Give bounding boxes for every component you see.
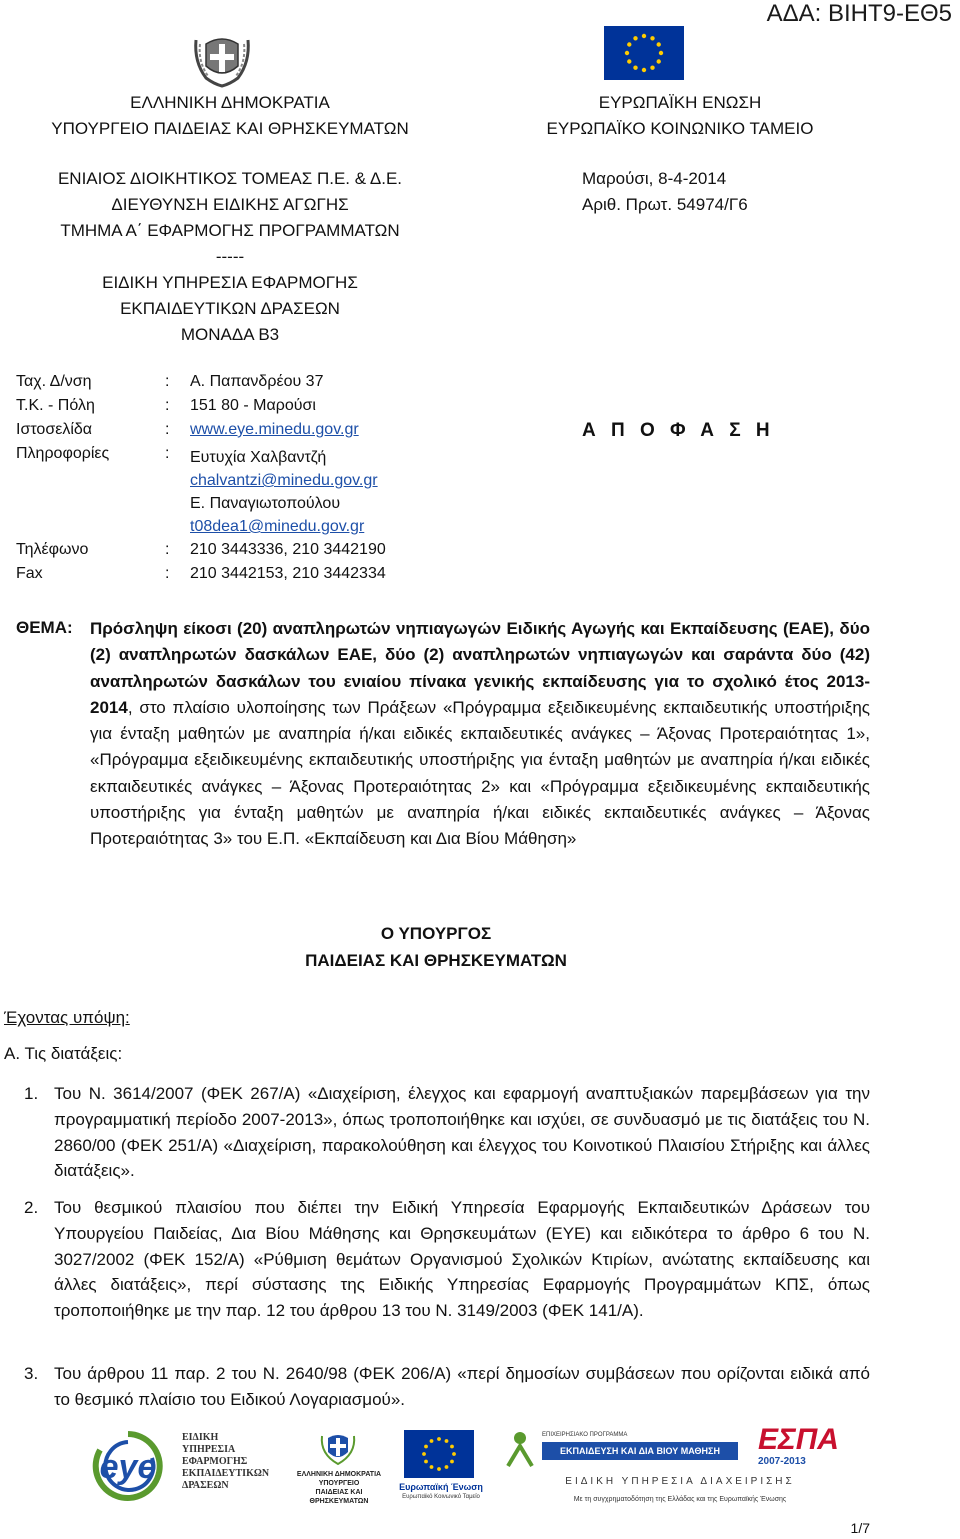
- eu-star: [625, 51, 629, 55]
- eu-star: [642, 68, 646, 72]
- header-divider: -----: [215, 247, 245, 266]
- eu-star: [437, 1467, 441, 1471]
- header-service: ΕΙΔΙΚΗ ΥΠΗΡΕΣΙΑ ΕΦΑΡΜΟΓΗΣ: [102, 273, 358, 292]
- eu-star: [659, 51, 663, 55]
- contact1-name: Ευτυχία Χαλβαντζή: [190, 449, 327, 466]
- eu-star: [430, 1465, 434, 1469]
- gr-text-line: ΘΡΗΣΚΕΥΜΑΤΩΝ: [309, 1498, 369, 1505]
- contact-list: [190, 446, 378, 538]
- header-eu-union: ΕΥΡΩΠΑΪΚΗ ΕΝΩΣΗ: [598, 93, 762, 112]
- subject-rest: , στο πλαίσιο υλοποίησης των Πράξεων «Πρόγραμμα εξειδικευμένης εκπαιδευτικής υποστήριξης για ένταξη μαθητών με αναπηρία ή/και ειδικές εκπαιδευτικές ανάγκες – Άξονας Προτεραιότητας 1», «Πρόγραμμα εξειδικευμένης εκπαιδευτικής υποστήριξης για ένταξη μαθητών με αναπηρία ή/και ειδικές εκπαιδευτικές ανάγκες – Άξονας Προτεραιότητας 2» και «Πρόγραμμα εξειδικευμένης εκπαιδευτικής υποστήριξης για ένταξη μαθητών με αναπηρία ή/και ειδικές εκπαιδευτικές ανάγκες – Άξονας Προτεραιότητας 3» του Ε.Π. «Εκπαίδευση και Δια Βίου Μάθηση»: [90, 697, 870, 849]
- eu-star: [424, 1460, 428, 1464]
- eu-star: [445, 1439, 449, 1443]
- address-label: Ταχ. Δ/νση: [16, 373, 92, 390]
- fax-label: Fax: [16, 565, 43, 582]
- item-text: Του θεσμικού πλαισίου που διέπει την Ειδική Υπηρεσία Εφαρμογής Εκπαιδευτικών Δράσεων του Υπουργείου Παιδείας, Δια Βίου Μάθησης και Θρησκευμάτων (ΕΥΕ) και ειδικότερα το άρθρο 6 του Ν. 3027/2002 (ΦΕΚ 152/Α) «Ρύθμιση θεμάτων Οργανισμού Σχολικών Κτιρίων, ανώτατης εκπαίδευσης και άλλες διατάξεις», περί σύστασης της Ειδικής Υπηρεσίας Εφαρμογής Προγραμμάτων ΚΠΣ, όπως τροποποιήθηκε με την παρ. 12 του άρθρου 13 του Ν. 3149/2003 (ΦΕΚ 141/Α).: [54, 1198, 870, 1321]
- address-value: Α. Παπανδρέου 37: [190, 373, 324, 390]
- eu-star: [627, 42, 631, 46]
- espa-logo: [758, 1424, 848, 1468]
- espa-text: ΕΣΠΑ: [758, 1423, 839, 1456]
- eu-star: [650, 66, 654, 70]
- minister-heading: [0, 920, 872, 974]
- contact2-email-link[interactable]: t08dea1@minedu.gov.gr: [190, 518, 365, 535]
- header-service-sub: ΕΚΠΑΙΔΕΥΤΙΚΩΝ ΔΡΑΣΕΩΝ: [120, 299, 340, 318]
- header-unit: ΜΟΝΑΔΑ Β3: [180, 325, 280, 344]
- item-number: 1.: [24, 1084, 39, 1103]
- eu-flag-small-icon: [404, 1430, 474, 1478]
- subject-label: ΘΕΜΑ:: [16, 618, 73, 637]
- minister-title: Ο ΥΠΟΥΡΓΟΣ: [380, 924, 492, 943]
- eu-sub-text: Ευρωπαϊκό Κοινωνικό Ταμείο: [402, 1494, 480, 1500]
- ada-code: ΑΔΑ: ΒΙΗΤ9-ΕΘ5: [766, 0, 952, 27]
- decision-title: Α Π Ο Φ Α Σ Η: [582, 420, 775, 441]
- greek-coat-of-arms-icon: [192, 26, 252, 88]
- eu-star: [437, 1437, 441, 1441]
- edu-banner: ΕΚΠΑΙΔΕΥΣΗ ΚΑΙ ΔΙΑ ΒΙΟΥ ΜΑΘΗΣΗ: [542, 1442, 738, 1460]
- subject-text: [90, 616, 870, 853]
- eye-text-line: ΕΦΑΡΜΟΓΗΣ: [182, 1456, 248, 1467]
- eu-star: [633, 66, 637, 70]
- eu-star: [657, 42, 661, 46]
- eye-logo: [88, 1428, 168, 1506]
- phone-label: Τηλέφωνο: [16, 541, 89, 558]
- eye-text-line: ΔΡΑΣΕΩΝ: [182, 1480, 229, 1491]
- separator: :: [165, 445, 170, 462]
- eu-star: [422, 1452, 426, 1456]
- header-sector: ΕΝΙΑΙΟΣ ΔΙΟΙΚΗΤΙΚΟΣ ΤΟΜΕΑΣ Π.Ε. & Δ.Ε.: [57, 169, 403, 188]
- managing-authority: ΕΙΔΙΚΗ ΥΠΗΡΕΣΙΑ ΔΙΑΧΕΙΡΙΣΗΣ: [565, 1476, 795, 1487]
- contact2-name: Ε. Παναγιωτοπούλου: [190, 495, 341, 512]
- header-republic: ΕΛΛΗΝΙΚΗ ΔΗΜΟΚΡΑΤΙΑ: [130, 93, 330, 112]
- minister-ministry: ΠΑΙΔΕΙΑΣ ΚΑΙ ΘΡΗΣΚΕΥΜΑΤΩΝ: [305, 951, 567, 970]
- espa-years: 2007-2013: [758, 1456, 806, 1467]
- gr-text-line: ΥΠΟΥΡΓΕΙΟ: [318, 1480, 360, 1487]
- eye-text-line: ΥΠΗΡΕΣΙΑ: [182, 1444, 236, 1455]
- page-number: 1/7: [850, 1520, 870, 1536]
- contact1-email-link[interactable]: chalvantzi@minedu.gov.gr: [190, 472, 378, 489]
- eu-star: [633, 36, 637, 40]
- header-directorate: ΔΙΕΥΘΥΝΣΗ ΕΙΔΙΚΗΣ ΑΓΩΓΗΣ: [111, 195, 349, 214]
- eu-star: [642, 34, 646, 38]
- considering-heading: Έχοντας υπόψη:: [4, 1008, 130, 1027]
- header-eu: [520, 90, 840, 142]
- eye-logo-text: eye: [99, 1448, 157, 1486]
- list-item: [24, 1081, 870, 1184]
- separator: :: [165, 565, 170, 582]
- eu-star: [450, 1460, 454, 1464]
- eu-star: [452, 1452, 456, 1456]
- item-number: 3.: [24, 1364, 39, 1383]
- header-section: ΤΜΗΜΑ Α΄ ΕΦΑΡΜΟΓΗΣ ΠΡΟΓΡΑΜΜΑΤΩΝ: [60, 221, 400, 240]
- item-text: Του Ν. 3614/2007 (ΦΕΚ 267/Α) «Διαχείριση, έλεγχος και εφαρμογή αναπτυξιακών παρεμβάσεων για την προγραμματική περίοδο 2007-2013», όπως τροποποιήθηκε και ισχύει, σε συνδυασμό με τις διατάξεις του Ν. 2860/00 (ΦΕΚ 251/Α) «Διαχείριση, παρακολούθηση και έλεγχος του Κοινοτικού Πλαισίου Στήριξης και άλλες διατάξεις».: [54, 1084, 870, 1181]
- header-department: [20, 166, 440, 348]
- header-ministry-name: ΥΠΟΥΡΓΕΙΟ ΠΑΙΔΕΙΑΣ ΚΑΙ ΘΡΗΣΚΕΥΜΑΤΩΝ: [51, 119, 409, 138]
- eye-text: [182, 1432, 269, 1492]
- item-text: Του άρθρου 11 παρ. 2 του Ν. 2640/98 (ΦΕΚ 206/Α) «περί δημοσίων συμβάσεων που ορίζονται ειδικά από το θεσμικό πλαίσιο του Ειδικού Λογαριασμού».: [54, 1364, 870, 1409]
- footer-slogan: Με τη συγχρηματοδότηση της Ελλάδας και της Ευρωπαϊκής Ένωσης: [573, 1496, 787, 1503]
- phone-value: 210 3443336, 210 3442190: [190, 541, 386, 558]
- info-label: Πληροφορίες: [16, 445, 110, 462]
- gr-text-line: ΠΑΙΔΕΙΑΣ ΚΑΙ: [315, 1489, 363, 1496]
- header-eu-fund: ΕΥΡΩΠΑΪΚΟ ΚΟΙΝΩΝΙΚΟ ΤΑΜΕΙΟ: [546, 119, 814, 138]
- eu-star: [450, 1445, 454, 1449]
- fax-value: 210 3442153, 210 3442334: [190, 565, 386, 582]
- edu-programme-logo: [500, 1430, 740, 1468]
- contact-info: [0, 370, 520, 590]
- eu-flag-icon: [604, 26, 684, 80]
- eu-text: Ευρωπαϊκή Ένωση: [399, 1482, 483, 1492]
- protocol-number: Αριθ. Πρωτ. 54974/Γ6: [582, 195, 748, 214]
- eu-star: [430, 1439, 434, 1443]
- separator: :: [165, 373, 170, 390]
- separator: :: [165, 421, 170, 438]
- document-date: Μαρούσι, 8-4-2014: [582, 169, 727, 188]
- greek-emblem-small-icon: [318, 1428, 358, 1468]
- document-meta: [582, 166, 748, 218]
- eu-star: [445, 1465, 449, 1469]
- eu-star: [627, 59, 631, 63]
- eye-text-line: ΕΚΠΑΙΔΕΥΤΙΚΩΝ: [182, 1468, 270, 1479]
- section-a-heading: Α. Τις διατάξεις:: [4, 1044, 123, 1063]
- item-number: 2.: [24, 1198, 39, 1217]
- list-item: [24, 1195, 870, 1324]
- eu-star: [650, 36, 654, 40]
- edu-sub: ΕΠΙΧΕΙΡΗΣΙΑΚΟ ΠΡΟΓΡΑΜΜΑ: [542, 1432, 628, 1438]
- site-link[interactable]: www.eye.minedu.gov.gr: [190, 421, 359, 438]
- gr-text-line: ΕΛΛΗΝΙΚΗ ΔΗΜΟΚΡΑΤΙΑ: [296, 1471, 382, 1478]
- greek-republic-text: [284, 1470, 394, 1506]
- edu-figure-icon: [500, 1430, 540, 1468]
- separator: :: [165, 541, 170, 558]
- subject-bold: Πρόσληψη είκοσι (20) αναπληρωτών νηπιαγωγών Ειδικής Αγωγής και Εκπαίδευσης (ΕΑΕ), δύο (2) αναπληρωτών δασκάλων ΕΑΕ, δύο (2) αναπληρωτών νηπιαγωγών και σαράντα δύο (42) αναπληρωτών δασκάλων του ενιαίου πίνακα γενικής εκπαίδευσης για το σχολικό έτος 2013-2014: [90, 619, 870, 717]
- city-label: Τ.Κ. - Πόλη: [16, 397, 95, 414]
- eu-star: [424, 1445, 428, 1449]
- city-value: 151 80 - Μαρούσι: [190, 397, 316, 414]
- footer-logos: [0, 1410, 960, 1510]
- separator: :: [165, 397, 170, 414]
- header-ministry: [20, 90, 440, 142]
- eu-star: [657, 59, 661, 63]
- site-label: Ιστοσελίδα: [16, 421, 93, 438]
- list-item: [24, 1361, 870, 1413]
- eye-text-line: ΕΙΔΙΚΗ: [182, 1432, 219, 1443]
